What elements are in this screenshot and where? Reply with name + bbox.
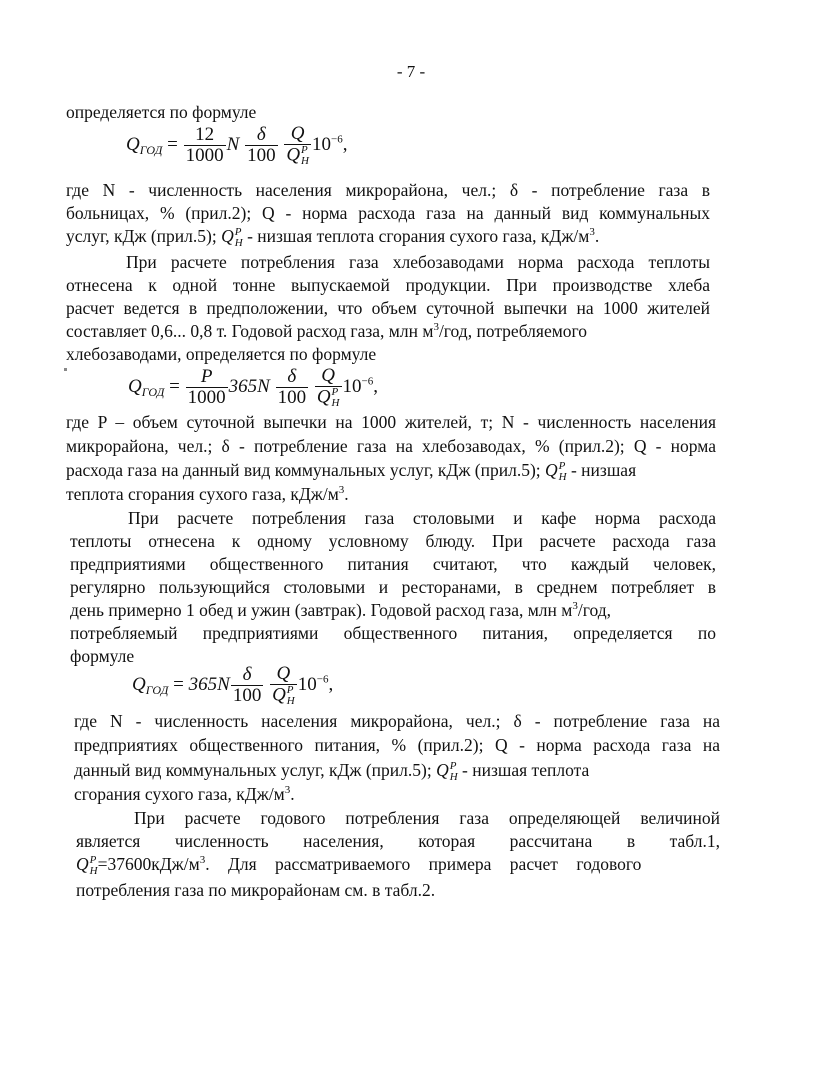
q-sub: Н: [234, 236, 243, 249]
p6-line4: потребления газа по микрорайонам см. в табл.2.: [76, 880, 436, 900]
frac-den-sub: Н: [331, 397, 340, 409]
text-span: данный вид коммунальных услуг, кДж (прил.5);: [74, 760, 432, 780]
formula-eq: =: [173, 673, 184, 695]
frac-num: 12: [184, 125, 226, 146]
q-sup: P: [449, 759, 457, 772]
p6-line1: При расчете годового потребления газа определяющей величиной: [134, 808, 720, 828]
p2-line5: хлебозаводами, определяется по формуле: [66, 344, 377, 364]
formula-lhs: Q: [128, 375, 142, 397]
unit-exp: 3: [338, 484, 345, 497]
formula-lhs: Q: [126, 133, 140, 155]
q-sub: Н: [558, 470, 567, 483]
text-span: сгорания сухого газа, кДж/м: [74, 784, 285, 804]
text-span: - низшая теплота: [457, 760, 590, 780]
unit-exp: 3: [589, 226, 595, 239]
unit-exp: 3: [199, 854, 206, 867]
frac-num: Q: [315, 366, 342, 387]
p3-line3: [66, 460, 636, 483]
p2-line3: расчет ведется в предположении, что объем суточной выпечки на 1000 жителей: [66, 298, 710, 318]
fraction-p-1000: [186, 367, 228, 408]
frac-num: δ: [276, 367, 309, 388]
formula-exp: −6: [316, 673, 329, 686]
p6-line3: [76, 854, 641, 877]
text-span: услуг, кДж (прил.5);: [66, 226, 217, 246]
formula-var: 365N: [228, 375, 270, 397]
p4-line3: предприятиями общественного питания считают, что каждый человек,: [70, 554, 716, 574]
text-span: теплота сгорания сухого газа, кДж/м: [66, 484, 339, 504]
p4-line6: потребляемый предприятиями общественного питания, определяется по: [70, 623, 716, 643]
formula-tail: 10: [342, 375, 362, 397]
p4-line4: регулярно пользующийся столовыми и ресторанами, в среднем потребляет в: [70, 577, 716, 597]
frac-den-sub: Н: [286, 695, 295, 707]
text-span: /год, потребляемого: [438, 321, 588, 341]
formula-end: ,: [328, 673, 334, 695]
p4-line7: формуле: [70, 646, 135, 666]
frac-num: Q: [284, 124, 311, 145]
p1-line2: больницах, % (прил.2); Q - норма расхода газа на данный вид коммунальных: [66, 203, 710, 223]
text-span: .: [344, 484, 349, 504]
p4-line5: [70, 600, 611, 621]
p2-line1: При расчете потребления газа хлебозаводами норма расхода теплоты: [126, 252, 710, 272]
text-span: .: [290, 784, 295, 804]
formula-lhs-sub: ГОД: [145, 682, 169, 697]
formula-exp: −6: [361, 375, 374, 388]
p5-line3: [74, 760, 589, 783]
formula-lhs: Q: [132, 673, 146, 695]
text-span: - низшая теплота сгорания сухого газа, кДж/м: [242, 226, 590, 246]
frac-den: Q: [272, 684, 286, 706]
formula-eq: =: [169, 375, 180, 397]
frac-den-sup: P: [331, 386, 339, 398]
text-span: - низшая: [566, 460, 637, 480]
scan-speck: [64, 368, 67, 371]
q-sup: P: [89, 853, 97, 866]
formula-tail: 10: [297, 673, 317, 695]
frac-den-sub: Н: [301, 155, 309, 167]
text-span: расхода газа на данный вид коммунальных услуг, кДж (прил.5);: [66, 460, 541, 480]
unit-exp: 3: [433, 321, 439, 334]
formula-lhs-sub: ГОД: [141, 384, 165, 399]
p2-line2: отнесена к одной тонне выпускаемой продукции. При производстве хлеба: [66, 275, 710, 295]
p2-line4: [66, 321, 710, 342]
p3-line4: [66, 484, 349, 505]
p4-line1: При расчете потребления газа столовыми и кафе норма расхода: [128, 508, 716, 528]
formula-exp: −6: [331, 133, 343, 146]
q-symbol: Q: [436, 760, 449, 780]
formula-bakeries: [128, 366, 378, 409]
frac-num: δ: [245, 125, 278, 146]
fraction-delta-100: [245, 125, 278, 166]
formula-canteens: [132, 664, 333, 707]
formula-lhs-sub: ГОД: [139, 142, 163, 157]
p3-line1: где P – объем суточной выпечки на 1000 жителей, т; N - численность населения: [66, 412, 716, 432]
formula-end: ,: [373, 375, 378, 397]
text-span: день примерно 1 обед и ужин (завтрак). Годовой расход газа, млн м: [70, 600, 573, 620]
p5-line1: где N - численность населения микрорайона, чел.; δ - потребление газа на: [74, 711, 720, 731]
frac-den: 1000: [185, 145, 224, 166]
fraction-q-qh: [270, 664, 297, 707]
fraction-delta-100: [276, 367, 309, 408]
p3-line2: микрорайона, чел.; δ - потребление газа на хлебозаводах, % (прил.2); Q - норма: [66, 436, 716, 456]
q-sup: P: [558, 459, 566, 472]
frac-num: Q: [270, 664, 297, 685]
q-symbol: Q: [76, 854, 89, 874]
p6-line2: является численность населения, которая рассчитана в табл.1,: [76, 831, 720, 851]
text-span: составляет 0,6... 0,8 т. Годовой расход газа, млн м: [66, 321, 434, 341]
fraction-12-1000: [184, 125, 226, 166]
p5-line2: предприятиях общественного питания, % (прил.2); Q - норма расхода газа на: [74, 735, 720, 755]
unit-exp: 3: [572, 600, 578, 613]
formula-var: N: [226, 133, 240, 155]
formula-eq: =: [167, 133, 178, 155]
intro-text: определяется по формуле: [66, 102, 257, 122]
frac-den: 100: [232, 685, 262, 706]
frac-den: Q: [316, 386, 331, 408]
unit-exp: 3: [284, 784, 291, 797]
q-sub: Н: [89, 864, 98, 877]
p1-line1: где N - численность населения микрорайона, чел.; δ - потребление газа в: [66, 180, 710, 200]
page-number: - 7 -: [396, 62, 426, 81]
frac-den: 100: [247, 145, 276, 166]
frac-den-sup: P: [301, 144, 308, 156]
p4-line2: теплоты отнесена к одному условному блюду. При расчете расхода газа: [70, 531, 716, 551]
q-symbol: Q: [221, 226, 234, 246]
frac-den: 100: [277, 387, 307, 408]
fraction-delta-100: [231, 665, 264, 706]
p1-line3: [66, 226, 599, 249]
frac-den-sup: P: [286, 684, 294, 696]
text-span: =37600кДж/м: [97, 854, 200, 874]
formula-tail: 10: [312, 133, 331, 155]
text-span: .: [594, 226, 600, 246]
fraction-q-qh: [284, 124, 311, 167]
formula-hospitals: [126, 124, 347, 167]
text-span: . Для рассматриваемого примера расчет годового: [205, 854, 642, 874]
frac-den: Q: [286, 144, 301, 166]
frac-num: P: [186, 367, 228, 388]
frac-num: δ: [231, 665, 264, 686]
frac-den: 1000: [187, 387, 226, 408]
q-symbol: Q: [545, 460, 558, 480]
formula-end: ,: [342, 133, 348, 155]
q-sup: P: [234, 225, 242, 238]
formula-var: 365N: [188, 673, 230, 695]
fraction-q-qh: [315, 366, 342, 409]
text-span: /год,: [577, 600, 611, 620]
q-sub: Н: [449, 770, 458, 783]
p5-line4: [74, 784, 295, 805]
